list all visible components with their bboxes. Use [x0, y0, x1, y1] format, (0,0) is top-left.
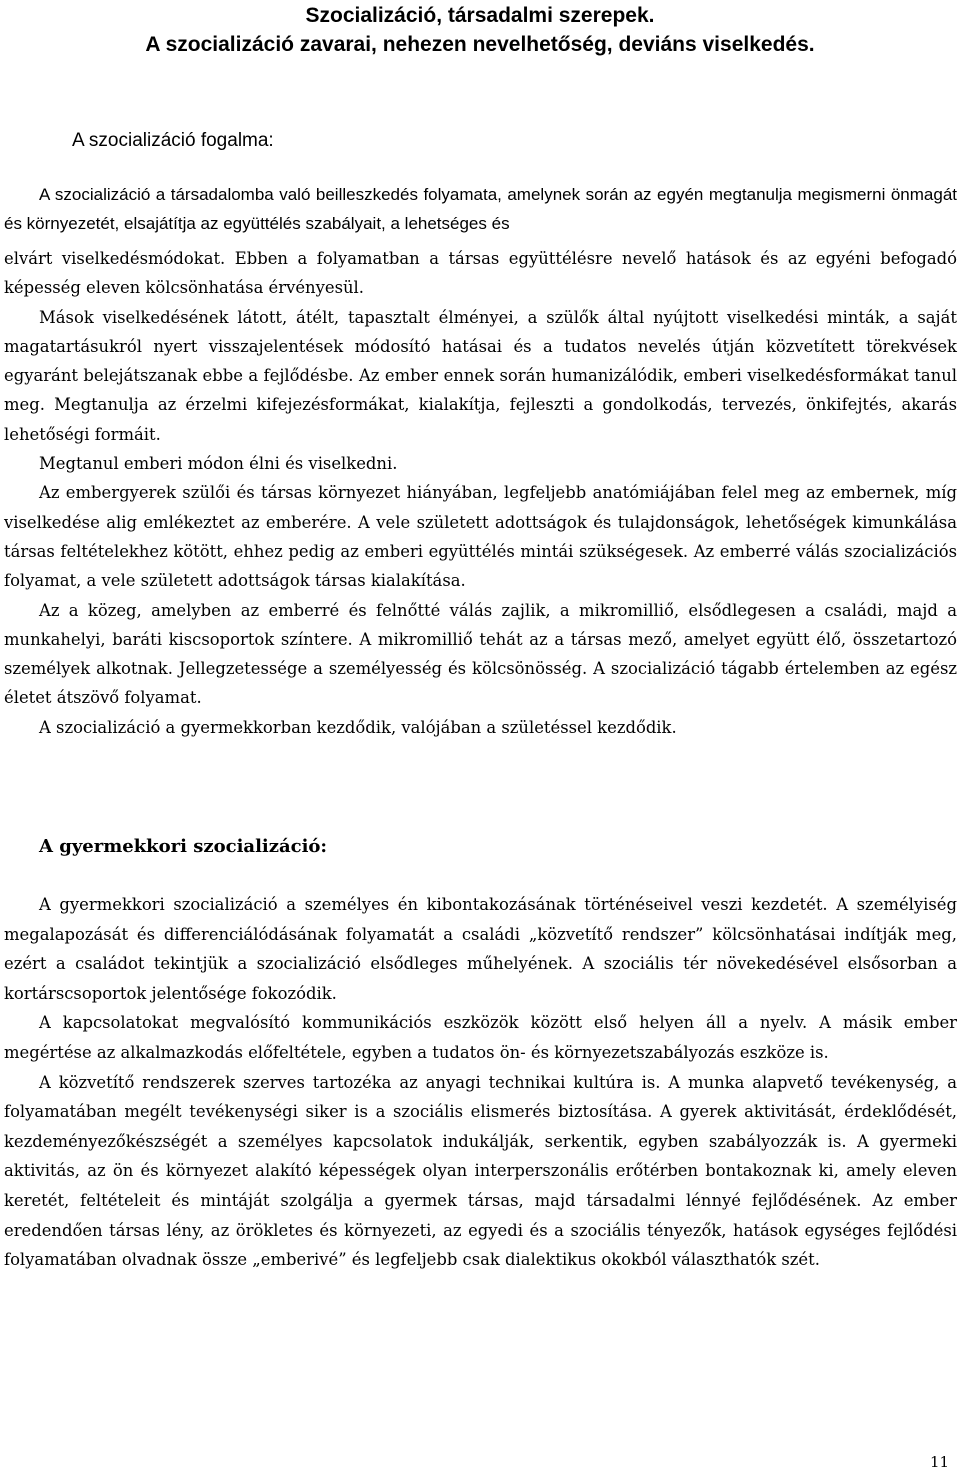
- document-title-line1: Szocializáció, társadalmi szerepek.: [305, 4, 655, 27]
- paragraph: A kapcsolatokat megvalósító kommunikációs eszközök között első helyen áll a nyelv. A másik ember megértése az alkalmazkodás előfeltétele, egyben a tudatos ön- és környezetszabályozás eszköze is.: [4, 1013, 957, 1062]
- paragraph: A szocializáció a társadalomba való beilleszkedés folyamata, amelynek során az egyén megtanulja megismerni önmagát és környezetét, elsajátítja az együttélés szabályait, a lehetséges és: [4, 185, 957, 233]
- section2-body: [4, 890, 957, 1275]
- section1-body: [4, 244, 957, 742]
- section1-intro: [4, 180, 957, 238]
- paragraph: Megtanul emberi módon élni és viselkedni.: [39, 454, 398, 474]
- document-title-line2: A szocializáció zavarai, nehezen nevelhetőség, deviáns viselkedés.: [145, 33, 815, 56]
- paragraph: Az a közeg, amelyben az emberré és felnőtté válás zajlik, a mikromilliő, elsődlegesen a családi, majd a munkahelyi, baráti kiscsoportok színtere. A mikromilliő tehát az a társas mező, amelyet együtt élő, összetartozó személyek alkotnak. Jellegzetessége a személyesség és kölcsönösség. A szocializáció tágabb értelemben az egész életet átszövő folyamat.: [4, 600, 957, 708]
- paragraph: A szocializáció a gyermekkorban kezdődik, valójában a születéssel kezdődik.: [39, 717, 677, 737]
- section-heading-childhood: A gyermekkori szocializáció:: [39, 836, 328, 857]
- page-number: 11: [930, 1453, 950, 1471]
- paragraph: A közvetítő rendszerek szerves tartozéka az anyagi technikai kultúra is. A munka alapvető tevékenység, a folyamatában megélt tevékenységi siker is a szociális elismerés biztosítása. A gyerek aktivitását, érdeklődését, kezdeményezőkészségét a személyes kapcsolatok indukálják, serkentik, egyben szabályozzák is. A gyermeki aktivitás, az ön és környezet alakító képességek olyan interperszonális erőtérben bontakoznak ki, amely eleven keretét, feltételeit és mintáját szolgálja a gyermek társas, majd társadalmi lénnyé fejlődésének. Az ember eredendően társas lény, az örökletes és környezeti, az egyedi és a szociális tényezők, hatások egységes fejlődési folyamatában olvadnak össze „emberivé” és legfeljebb csak dialektikus okokból választhatók szét.: [4, 1072, 957, 1270]
- section-heading-concept: A szocializáció fogalma:: [72, 130, 274, 151]
- paragraph: elvárt viselkedésmódokat. Ebben a folyamatban a társas együttélésre nevelő hatások és az egyéni befogadó képesség eleven kölcsönhatása érvényesül.: [4, 249, 957, 298]
- paragraph: Mások viselkedésének látott, átélt, tapasztalt élményei, a szülők által nyújtott viselkedési minták, a saját magatartásukról nyert visszajelentések módosító hatásai és a tudatos nevelés útján közvetített törekvések egyaránt belejátszanak ebbe a fejlődésbe. Az ember ennek során humanizálódik, emberi viselkedésformákat tanul meg. Megtanulja az érzelmi kifejezésformákat, kialakítja, fejleszti a gondolkodás, tervezés, önkifejtés, akarás lehetőségi formáit.: [4, 307, 957, 444]
- paragraph: A gyermekkori szocializáció a személyes én kibontakozásának történéseivel veszi kezdetét. A személyiség megalapozását és differenciálódásának folyamatát a családi „közvetítő rendszer” kölcsönhatásai indítják meg, ezért a családot tekintjük a szocializáció elsődleges műhelyének. A szociális tér növekedésével elsősorban a kortárscsoportok jelentősége fokozódik.: [4, 895, 957, 1003]
- paragraph: Az embergyerek szülői és társas környezet hiányában, legfeljebb anatómiájában felel meg az embernek, míg viselkedése alig emlékeztet az emberére. A vele született adottságok és tulajdonságok, lehetőségek kimunkálása társas feltételekhez kötött, ehhez pedig az emberi együttélés mintái szükségesek. Az emberré válás szocializációs folyamat, a vele született adottságok társas kialakítása.: [4, 483, 957, 591]
